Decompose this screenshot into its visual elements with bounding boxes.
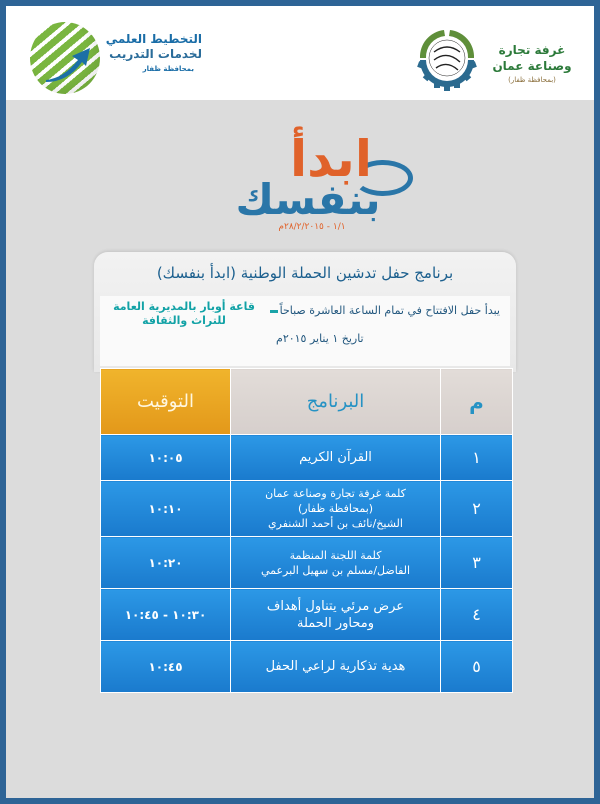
row-program [231,641,441,693]
row-time: ١٠:٣٠ - ١٠:٤٥ [101,589,231,641]
right-org-line3: (بمحافظة ظفار) [508,76,556,84]
row-number: ٤ [441,589,513,641]
header-program: البرنامج [231,369,441,435]
info-box [100,296,510,366]
globe-arrow-icon [30,22,100,94]
opening-time-text [268,304,500,317]
row-program [231,435,441,481]
header-time: التوقيت [101,369,231,435]
program-line: الفاضل/مسلم بن سهيل البرعمي [260,563,411,577]
event-date: تاريخ ١ يناير ٢٠١٥م [276,332,364,345]
row-number: ٢ [441,481,513,537]
right-org-line2: وصناعة عمان [492,59,572,73]
row-program [231,589,441,641]
row-time: ١٠:١٠ [101,481,231,537]
header-number: م [441,369,513,435]
campaign-dates: ١/١ - ٢٨/٢/٢٠١٥م [278,222,346,232]
table-row [101,641,513,693]
row-time: ١٠:٠٥ [101,435,231,481]
campaign-word-binafsik: بنفسك [235,175,381,224]
left-org-line1: التخطيط العلمي [105,32,202,46]
left-organization-name [102,32,202,76]
program-line: (بمحافظة ظفار) [297,502,374,515]
row-program [231,481,441,537]
table-header-row [101,369,513,435]
schedule-table [100,368,513,693]
info-card [94,252,516,372]
left-org-line2: لخدمات التدريب [109,47,202,61]
right-organization-name [484,42,580,86]
program-line: ومحاور الحملة [296,615,375,631]
program-line: الشيخ/نائف بن أحمد الشنفري [268,517,403,530]
row-number: ٣ [441,537,513,589]
table-row [101,481,513,537]
campaign-word-ibda: ابدأ [290,130,372,188]
venue-text: قاعة أوبار بالمديرية العامة للتراث والثقافة [113,300,255,327]
table-row [101,589,513,641]
program-line: هدية تذكارية لراعي الحفل [265,659,406,674]
campaign-logo [188,124,428,234]
row-time: ١٠:٢٠ [101,537,231,589]
arrow-up-icon [44,44,92,84]
row-program [231,537,441,589]
program-line: كلمة اللجنة المنظمة [289,548,382,562]
program-line: كلمة غرفة تجارة وصناعة عمان [265,487,406,500]
row-number: ٥ [441,641,513,693]
opening-time-label: يبدأ حفل الافتتاح في تمام الساعة العاشرة صباحاً [279,304,500,317]
row-time: ١٠:٤٥ [101,641,231,693]
row-number: ١ [441,435,513,481]
chamber-gear-wreath-icon [414,22,480,92]
left-org-line3: بمحافظة ظفار [142,65,194,73]
program-line: عرض مرئي يتناول أهداف [266,598,405,614]
right-org-line1: غرفة تجارة [498,43,566,57]
program-title: برنامج حفل تدشين الحملة الوطنية (ابدأ بنفسك) [156,264,454,282]
program-line: القرآن الكريم [299,450,372,465]
header-band [6,6,594,100]
dash-separator [270,310,278,313]
table-row [101,537,513,589]
poster-frame [6,6,594,798]
table-row [101,435,513,481]
